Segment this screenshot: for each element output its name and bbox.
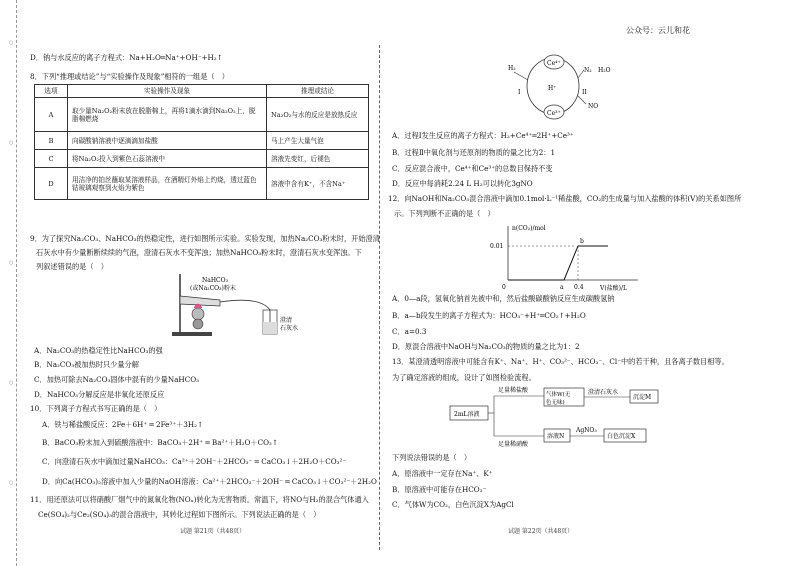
flow-label: 白色沉淀X [607, 433, 636, 440]
q7-option-d: D．钠与水反应的离子方程式：Na+H₂O═Na⁺+OH⁻+H₂↑ [30, 53, 223, 62]
table-cell: A [35, 98, 68, 132]
q9-option-c: C．加热可除去Na₂CO₃固体中混有的少量NaHCO₃ [34, 375, 199, 384]
flow-label: 澄清石灰水 [588, 389, 619, 396]
q13-option-b: B．原溶液中可能存在HCO₃⁻ [392, 485, 487, 494]
figure-label: (或Na₂CO₃)粉末 [190, 285, 236, 292]
x-tick-label: 0.4 [574, 284, 584, 291]
q12-option-d: D．原混合溶液中NaOH与Na₂CO₃的物质的量之比为1：2 [392, 342, 580, 351]
table-cell: 将Na₂O₂投入到紫色石蕊溶液中 [68, 150, 267, 168]
q9-stem-line3: 列叙述错误的是（ ） [36, 262, 108, 271]
flow-label: 色无味) [546, 400, 565, 406]
q11-stem-line2: Ce(SO₄)₂与Ce₂(SO₄)₃的混合溶液中，其转化过程如下图所示。下列说法正确的是（ ） [38, 510, 321, 519]
test-flowchart [448, 384, 688, 450]
table-row [35, 98, 369, 132]
q11-option-a: A．过程Ⅰ发生反应的离子方程式：H₂+Ce⁴⁺═2H⁺+Ce³⁺ [392, 131, 574, 140]
no-label: NO [588, 103, 599, 110]
figure-label: NaHCO₃ [202, 277, 228, 284]
table-cell: 溶液中含有K⁺，不含Na⁺ [267, 168, 369, 200]
q8-stem: 8．下列“推理或结论”与“实验操作及现象”相符的一组是（ ） [30, 72, 229, 81]
flow-label: 足量稀硝酸 [498, 441, 529, 448]
q10-option-c: C．向澄清石灰水中滴加过量NaHCO₃：Ca²⁺＋2OH⁻＋2HCO₃⁻ ═ CaCO₃↓＋2H₂O＋CO₃²⁻ [42, 457, 347, 466]
flow-label: 溶液N [547, 433, 565, 440]
heating-apparatus-figure [150, 274, 320, 338]
flow-label: 沉淀M [633, 394, 652, 401]
q9-option-a: A．Na₂CO₃的热稳定性比NaHCO₃的强 [34, 346, 163, 355]
page-footer-left: 试题 第21页（共48页） [180, 528, 246, 535]
table-cell: 溶液先变红，后褪色 [267, 150, 369, 168]
q13-stem-line1: 13．某澄清透明溶液中可能含有K⁺、Na⁺、H⁺、CO₃²⁻、HCO₃⁻、Cl⁻中的若干种，且各离子数目相等。 [392, 357, 729, 366]
process-two-label: II [582, 89, 587, 96]
q10-option-a: A．铁与稀盐酸反应：2Fe＋6H⁺ ═ 2Fe³⁺＋3H₂↑ [42, 420, 204, 429]
table-header: 推理或结论 [267, 85, 369, 98]
ce4-label: Ce⁴⁺ [547, 60, 561, 67]
table-cell: 向碳酸钠溶液中逐滴滴加盐酸 [68, 132, 267, 150]
cerium-cycle-diagram [498, 44, 618, 124]
table-cell: 取少量Na₂O₂粉末放在脱脂棉上，再将1滴水滴到Na₂O₂上，脱脂棉燃烧 [68, 98, 267, 132]
q9-option-b: B．Na₂CO₃被加热时只少量分解 [34, 360, 139, 369]
co2-volume-chart [488, 220, 648, 292]
q10-option-d: D．向Ca(HCO₃)₂溶液中加入少量的NaOH溶液：Ca²⁺＋2HCO₃⁻＋2OH⁻ ═ CaCO₃↓＋CO₃²⁻＋2H₂O [42, 477, 377, 486]
figure-label: 石灰水 [280, 325, 299, 332]
q9-option-d: D．NaHCO₃分解反应是非氧化还原反应 [34, 390, 165, 399]
table-cell: B [35, 132, 68, 150]
table-cell: 马上产生大量气泡 [267, 132, 369, 150]
q13-question: 下列说法错误的是（ ） [392, 453, 472, 462]
process-one-label: I [518, 89, 521, 96]
q11-option-d: D．反应中每消耗2.24 L H₂可以转化3gNO [392, 179, 533, 188]
point-b-label: b [580, 238, 584, 245]
flow-label: 气体W(无 [546, 392, 571, 398]
n2-label: N₂ [584, 67, 592, 74]
table-cell: C [35, 150, 68, 168]
binding-margin: ○ ○ ○ ○ ○ [0, 0, 17, 566]
co2-series-line [508, 246, 608, 280]
table-header: 实验操作及现象 [68, 85, 267, 98]
q11-stem-line1: 11．用还原法可以将硝酸厂烟气中的氮氧化物(NOₓ)转化为无害物质。常温下，将NO与H₂的混合气体通入 [30, 495, 369, 504]
table-row [35, 150, 369, 168]
figure-label: 澄清 [280, 317, 293, 324]
x-axis-label: V(盐酸)/L [600, 285, 628, 292]
q9-stem-line1: 9．为了探究Na₂CO₃、NaHCO₃的热稳定性，进行如图所示实验。实验发现，加热Na₂CO₃粉末时，开始澄清 [30, 234, 380, 243]
q12-stem-line2: 示。下列判断不正确的是（ ） [394, 209, 495, 218]
q12-option-a: A．0—a段，氢氧化钠首先被中和，然后盐酸碳酸钠反应生成碳酸氢钠 [392, 294, 615, 303]
q13-option-c: C．气体W为CO₂，白色沉淀X为AgCl [392, 500, 514, 509]
q12-stem-line1: 12．向NaOH和Na₂CO₃混合溶液中滴加0.1mol·L⁻¹稀盐酸，CO₂的生成量与加入盐酸的体积(V)的关系如图所 [388, 194, 742, 203]
x-tick-label: 0 [502, 284, 506, 291]
table-cell: 用洁净的铂丝蘸取某溶液样品，在酒精灯外焰上灼烧，透过蓝色钴玻璃观察到火焰为紫色 [68, 168, 267, 200]
table-row [35, 168, 369, 200]
h2-label: H₂ [508, 65, 516, 72]
q8-table [34, 84, 369, 200]
q10-option-b: B．BaCO₃粉末加入到硫酸溶液中：BaCO₃＋2H⁺ ═ Ba²⁺＋H₂O＋CO₂↑ [42, 438, 278, 447]
ce3-label: Ce³⁺ [547, 110, 561, 117]
q13-option-a: A．原溶液中一定存在Na⁺、K⁺ [392, 469, 493, 478]
table-cell: D [35, 168, 68, 200]
column-divider [379, 45, 380, 550]
y-tick-label: 0.01 [490, 243, 504, 250]
table-row [35, 132, 369, 150]
q11-option-c: C．反应混合液中，Ce⁴⁺和Ce³⁺的总数目保持不变 [392, 164, 553, 173]
header-account: 公众号：云儿和花 [626, 26, 690, 35]
table-header: 选项 [35, 85, 68, 98]
y-axis-label: n(CO₂)/mol [512, 225, 546, 232]
page-footer-right: 试题 第22页（共48页） [508, 528, 574, 535]
q12-option-c: C．a=0.3 [392, 327, 427, 336]
x-tick-label: a [560, 284, 564, 291]
flow-label: AgNO₃ [576, 427, 597, 434]
q11-option-b: B．过程Ⅱ中氧化剂与还原剂的物质的量之比为2：1 [392, 148, 556, 157]
flow-label: 2mL溶液 [454, 411, 480, 418]
h2o-label: H₂O [598, 67, 611, 74]
q13-stem-line2: 为了确定溶液的组成，设计了如图检验流程。 [392, 373, 536, 382]
q9-stem-line2: 石灰水中有少量断断续续的气泡，澄清石灰水不变浑浊；加热NaHCO₃粉末时，澄清石灰水变浑浊。下 [36, 248, 362, 257]
q12-option-b: B．a—b段发生的离子方程式为：HCO₃⁻+H⁺═CO₂↑+H₂O [392, 311, 586, 320]
table-cell: Na₂O₂与水的反应是放热反应 [267, 98, 369, 132]
q10-stem: 10．下列离子方程式书写正确的是（ ） [30, 404, 162, 413]
hplus-label: H⁺ [548, 85, 557, 92]
flow-label: 足量稀盐酸 [498, 387, 529, 394]
